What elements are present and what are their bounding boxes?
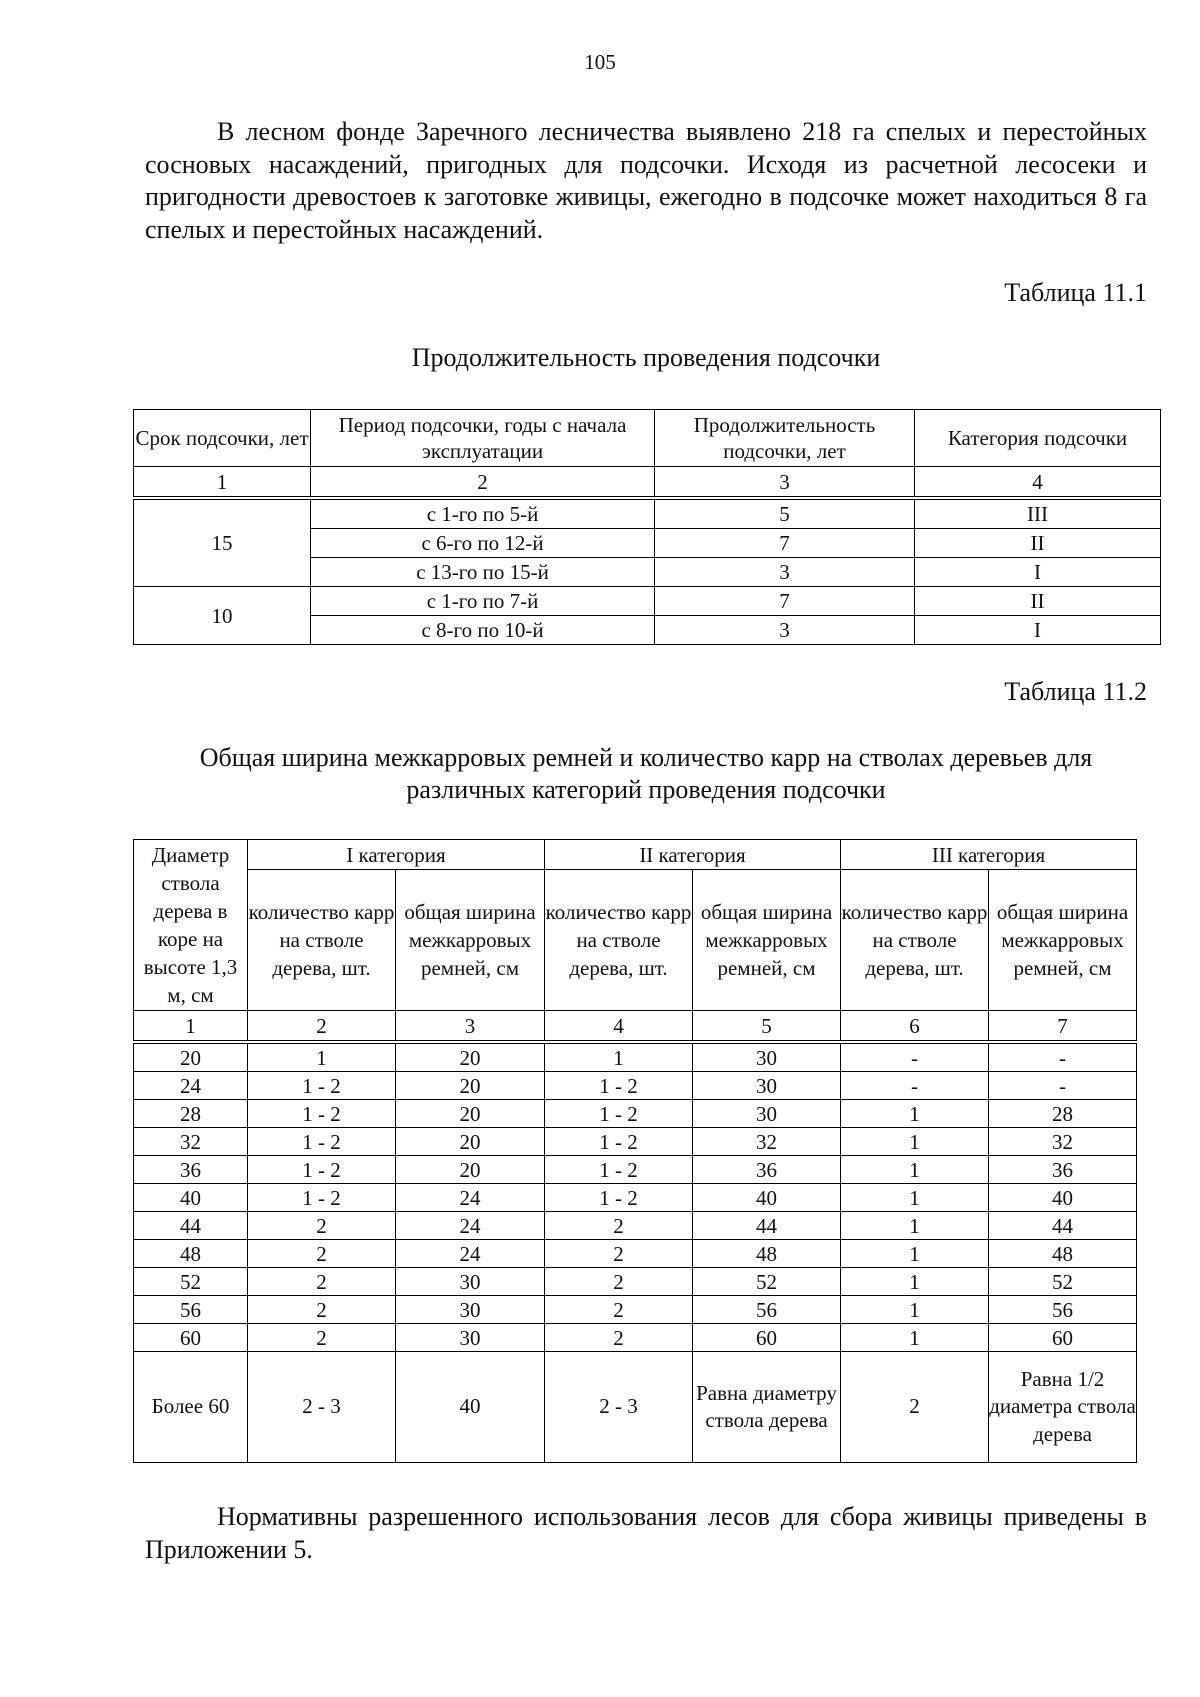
column-header: Категория подсочки bbox=[915, 410, 1161, 467]
table-row bbox=[134, 1100, 1137, 1128]
table-cell: 1 bbox=[841, 1268, 989, 1296]
diameter-cell: 56 bbox=[134, 1296, 248, 1324]
table-cell: 1 - 2 bbox=[545, 1128, 693, 1156]
column-number: 1 bbox=[134, 1011, 248, 1043]
table-cell: 2 - 3 bbox=[248, 1352, 396, 1463]
column-number: 5 bbox=[693, 1011, 841, 1043]
table-cell: 1 bbox=[841, 1100, 989, 1128]
table-cell: 2 bbox=[248, 1268, 396, 1296]
table-cell: 2 bbox=[545, 1240, 693, 1268]
term-cell: 15 bbox=[134, 498, 311, 587]
diameter-cell: 28 bbox=[134, 1100, 248, 1128]
table-cell: II bbox=[915, 587, 1161, 616]
table-cell: 24 bbox=[396, 1212, 545, 1240]
table-cell: Равна 1/2 диаметра ствола дерева bbox=[989, 1352, 1137, 1463]
table-cell: 20 bbox=[396, 1100, 545, 1128]
table-cell: I bbox=[915, 616, 1161, 645]
table-cell: 1 bbox=[248, 1042, 396, 1072]
table2-number: Таблица 11.2 bbox=[1004, 677, 1147, 706]
table-cell: 32 bbox=[693, 1128, 841, 1156]
table-cell: 2 bbox=[248, 1240, 396, 1268]
diameter-cell: 44 bbox=[134, 1212, 248, 1240]
table-cell: 7 bbox=[655, 529, 915, 558]
column-number: 4 bbox=[915, 467, 1161, 499]
table-cell: 1 bbox=[841, 1184, 989, 1212]
table-row bbox=[134, 1212, 1137, 1240]
table-cell: 30 bbox=[693, 1072, 841, 1100]
column-number: 2 bbox=[311, 467, 655, 499]
diameter-cell: 32 bbox=[134, 1128, 248, 1156]
table-cell: 52 bbox=[989, 1268, 1137, 1296]
diameter-cell: 40 bbox=[134, 1184, 248, 1212]
table-cell: 20 bbox=[396, 1156, 545, 1184]
table-cell: 3 bbox=[655, 616, 915, 645]
table-cell: I bbox=[915, 558, 1161, 587]
table-cell: 2 bbox=[545, 1268, 693, 1296]
table-cell: с 1-го по 5-й bbox=[311, 498, 655, 529]
table-cell: 1 - 2 bbox=[248, 1156, 396, 1184]
table1-number: Таблица 11.1 bbox=[1004, 278, 1147, 307]
column-number: 4 bbox=[545, 1011, 693, 1043]
category-header-row bbox=[134, 840, 1137, 870]
table-cell: 1 - 2 bbox=[248, 1072, 396, 1100]
table-cell: 1 - 2 bbox=[248, 1100, 396, 1128]
table-cell: 32 bbox=[989, 1128, 1137, 1156]
table-cell: 20 bbox=[396, 1042, 545, 1072]
table-row bbox=[134, 1240, 1137, 1268]
table-cell: 56 bbox=[989, 1296, 1137, 1324]
page-number: 105 bbox=[584, 50, 616, 74]
table-cell: - bbox=[841, 1072, 989, 1100]
table-cell: 2 bbox=[841, 1352, 989, 1463]
table-row bbox=[134, 1042, 1137, 1072]
table-header-row bbox=[134, 410, 1161, 467]
table-cell: 2 - 3 bbox=[545, 1352, 693, 1463]
table-cell: - bbox=[989, 1072, 1137, 1100]
table-cell: 40 bbox=[693, 1184, 841, 1212]
sub-header-row bbox=[134, 870, 1137, 1011]
diameter-cell: 48 bbox=[134, 1240, 248, 1268]
column-header: Продолжительность подсочки, лет bbox=[655, 410, 915, 467]
table-cell: 1 - 2 bbox=[545, 1100, 693, 1128]
count-header: количество карр на стволе дерева, шт. bbox=[248, 870, 396, 1011]
term-cell: 10 bbox=[134, 587, 311, 645]
table-cell: 40 bbox=[396, 1352, 545, 1463]
width-header: общая ширина межкарровых ремней, см bbox=[693, 870, 841, 1011]
table-cell: Равна диаметру ствола дерева bbox=[693, 1352, 841, 1463]
column-number: 3 bbox=[396, 1011, 545, 1043]
column-header: Срок подсочки, лет bbox=[134, 410, 311, 467]
table-cell: 7 bbox=[655, 587, 915, 616]
category-header: I категория bbox=[248, 840, 545, 870]
diameter-cell: 20 bbox=[134, 1042, 248, 1072]
table-cell: 1 bbox=[841, 1240, 989, 1268]
table-row bbox=[134, 1324, 1137, 1352]
table-cell: - bbox=[841, 1042, 989, 1072]
table-cell: 60 bbox=[693, 1324, 841, 1352]
table-cell: 1 bbox=[841, 1324, 989, 1352]
table-cell: 2 bbox=[545, 1324, 693, 1352]
table-cell: 30 bbox=[693, 1042, 841, 1072]
category-header: III категория bbox=[841, 840, 1137, 870]
belt-width-table bbox=[133, 839, 1137, 1463]
table-cell: 48 bbox=[989, 1240, 1137, 1268]
column-number: 1 bbox=[134, 467, 311, 499]
width-header: общая ширина межкарровых ремней, см bbox=[396, 870, 545, 1011]
table-cell: 1 bbox=[841, 1128, 989, 1156]
table-cell: II bbox=[915, 529, 1161, 558]
count-header: количество карр на стволе дерева, шт. bbox=[841, 870, 989, 1011]
table-cell: 20 bbox=[396, 1072, 545, 1100]
table-cell: 24 bbox=[396, 1240, 545, 1268]
width-header: общая ширина межкарровых ремней, см bbox=[989, 870, 1137, 1011]
table-cell: 30 bbox=[693, 1100, 841, 1128]
table-cell: с 6-го по 12-й bbox=[311, 529, 655, 558]
table-cell: 40 bbox=[989, 1184, 1137, 1212]
diameter-cell: Более 60 bbox=[134, 1352, 248, 1463]
diameter-cell: 52 bbox=[134, 1268, 248, 1296]
table-row bbox=[134, 1268, 1137, 1296]
diameter-cell: 60 bbox=[134, 1324, 248, 1352]
table-cell: с 13-го по 15-й bbox=[311, 558, 655, 587]
table-cell: 1 bbox=[841, 1212, 989, 1240]
table-row bbox=[134, 1156, 1137, 1184]
table-cell: 2 bbox=[248, 1324, 396, 1352]
column-number-row bbox=[134, 1011, 1137, 1043]
count-header: количество карр на стволе дерева, шт. bbox=[545, 870, 693, 1011]
table-cell: 52 bbox=[693, 1268, 841, 1296]
table-cell: 28 bbox=[989, 1100, 1137, 1128]
table-cell: с 8-го по 10-й bbox=[311, 616, 655, 645]
table-row bbox=[134, 1072, 1137, 1100]
table-cell: 1 - 2 bbox=[545, 1184, 693, 1212]
table-cell: 1 - 2 bbox=[545, 1156, 693, 1184]
table-row bbox=[134, 1352, 1137, 1463]
table-cell: 1 - 2 bbox=[248, 1128, 396, 1156]
table-cell: 56 bbox=[693, 1296, 841, 1324]
column-number: 7 bbox=[989, 1011, 1137, 1043]
column-number-row bbox=[134, 467, 1161, 499]
intro-paragraph: В лесном фонде Заречного лесничества выявлено 218 га спелых и перестойных сосновых насаждений, пригодных для подсочки. Исходя из расчетной лесосеки и пригодности древостоев к заготовке живицы, ежегодно в подсочке может находиться 8 га спелых и перестойных насаждений. bbox=[145, 117, 1147, 244]
table-cell: 36 bbox=[693, 1156, 841, 1184]
table-cell: 36 bbox=[989, 1156, 1137, 1184]
table-row bbox=[134, 1128, 1137, 1156]
closing-paragraph: Нормативны разрешенного использования лесов для сбора живицы приведены в Приложении 5. bbox=[145, 1502, 1147, 1564]
table-cell: 2 bbox=[545, 1212, 693, 1240]
table-cell: с 1-го по 7-й bbox=[311, 587, 655, 616]
column-number: 3 bbox=[655, 467, 915, 499]
table-row bbox=[134, 587, 1161, 616]
table-cell: 5 bbox=[655, 498, 915, 529]
diameter-cell: 24 bbox=[134, 1072, 248, 1100]
table-cell: 44 bbox=[693, 1212, 841, 1240]
diameter-cell: 36 bbox=[134, 1156, 248, 1184]
diameter-header: Диаметр ствола дерева в коре на высоте 1,3 м, см bbox=[134, 840, 248, 1011]
table-cell: 30 bbox=[396, 1268, 545, 1296]
table-row bbox=[134, 1184, 1137, 1212]
table-cell: 2 bbox=[545, 1296, 693, 1324]
column-header: Период подсочки, годы с начала эксплуатации bbox=[311, 410, 655, 467]
table1-title: Продолжительность проведения подсочки bbox=[411, 343, 881, 372]
table-cell: - bbox=[989, 1042, 1137, 1072]
table-cell: III bbox=[915, 498, 1161, 529]
table-cell: 44 bbox=[989, 1212, 1137, 1240]
table-cell: 1 - 2 bbox=[248, 1184, 396, 1212]
table-cell: 48 bbox=[693, 1240, 841, 1268]
table-cell: 30 bbox=[396, 1296, 545, 1324]
table-row bbox=[134, 1296, 1137, 1324]
table-cell: 1 bbox=[841, 1156, 989, 1184]
table-cell: 1 - 2 bbox=[545, 1072, 693, 1100]
column-number: 2 bbox=[248, 1011, 396, 1043]
table-cell: 1 bbox=[545, 1042, 693, 1072]
table-cell: 1 bbox=[841, 1296, 989, 1324]
table-row bbox=[134, 498, 1161, 529]
table-cell: 3 bbox=[655, 558, 915, 587]
table-cell: 2 bbox=[248, 1212, 396, 1240]
table-cell: 2 bbox=[248, 1296, 396, 1324]
table2-title: Общая ширина межкарровых ремней и количество карр на стволах деревьев для различных категорий проведения подсочки bbox=[199, 743, 1093, 804]
table-cell: 20 bbox=[396, 1128, 545, 1156]
tapping-duration-table bbox=[133, 409, 1161, 645]
table-cell: 24 bbox=[396, 1184, 545, 1212]
category-header: II категория bbox=[545, 840, 841, 870]
table-cell: 30 bbox=[396, 1324, 545, 1352]
column-number: 6 bbox=[841, 1011, 989, 1043]
table-cell: 60 bbox=[989, 1324, 1137, 1352]
